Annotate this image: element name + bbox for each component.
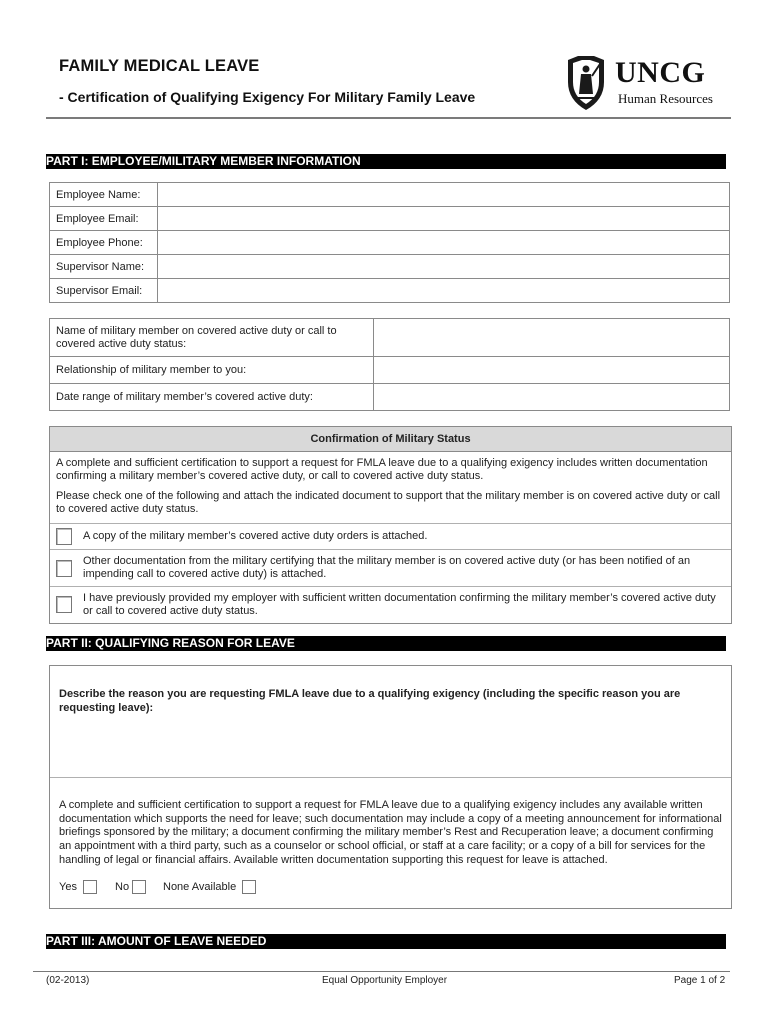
yes-label: Yes <box>59 881 77 893</box>
military-status-section <box>49 426 732 624</box>
status-paragraph-1: A complete and sufficient certification to support a request for FMLA leave due to a qualifying exigency includes written documentation confirming a military member’s covered active duty, or call to covered active duty status. <box>56 457 708 482</box>
table-row <box>50 207 730 231</box>
form-title: FAMILY MEDICAL LEAVE <box>59 57 260 75</box>
table-row <box>50 183 730 207</box>
duty-orders-checkbox[interactable] <box>56 528 72 545</box>
documentation-note: A complete and sufficient certification to support a request for FMLA leave due to a qualifying exigency includes any available written documentation which supports the need for leave; such documentation may include a copy of a meeting announcement for informational briefings sponsored by the military; a document confirming the military member’s Rest and Recuperation leave; a document confirming an appointment with a third party, such as a counselor or school official, or staff at a care facility; or a copy of a bill for services for the handling of legal or financial affairs. Available written documentation supporting this request for leave is attached. <box>59 799 722 866</box>
option-text: I have previously provided my employer with sufficient written documentation confirming the military member’s covered active duty or call to covered active duty status. <box>83 592 716 617</box>
page-number: Page 1 of 2 <box>674 975 726 986</box>
table-row <box>50 384 730 411</box>
military-info-table <box>49 318 730 411</box>
field-label: Name of military member on covered active duty or call to covered active duty status: <box>50 319 374 357</box>
option-text: Other documentation from the military certifying that the military member is on covered active duty (or has been notified of an impending call to covered active duty) is attached. <box>83 555 691 580</box>
table-row <box>50 255 730 279</box>
uncg-logo <box>564 54 734 114</box>
yes-checkbox[interactable] <box>83 880 97 894</box>
equal-opportunity-text: Equal Opportunity Employer <box>322 975 448 986</box>
table-row <box>50 319 730 357</box>
employee-name-field[interactable] <box>158 183 730 207</box>
field-label: Employee Phone: <box>50 231 158 255</box>
footer-divider <box>33 971 730 972</box>
divider <box>50 586 731 587</box>
military-member-name-field[interactable] <box>374 319 730 357</box>
employee-phone-field[interactable] <box>158 231 730 255</box>
status-paragraph-2: Please check one of the following and attach the indicated document to support that the military member is on covered active duty or call to covered active duty status. <box>56 490 721 515</box>
logo-department: Human Resources <box>618 91 713 106</box>
field-label: Date range of military member’s covered active duty: <box>50 384 374 411</box>
divider <box>50 777 731 778</box>
form-code: (02-2013) <box>46 975 90 986</box>
employee-email-field[interactable] <box>158 207 730 231</box>
table-row <box>50 279 730 303</box>
supervisor-name-field[interactable] <box>158 255 730 279</box>
form-subtitle: - Certification of Qualifying Exigency For Military Family Leave <box>59 89 476 105</box>
reason-prompt: Describe the reason you are requesting FMLA leave due to a qualifying exigency (including the specific reason you are requesting leave): <box>59 688 681 714</box>
logo-wordmark: UNCG <box>615 56 706 89</box>
table-row <box>50 231 730 255</box>
previously-provided-checkbox[interactable] <box>56 596 72 613</box>
field-label: Supervisor Email: <box>50 279 158 303</box>
none-available-checkbox[interactable] <box>242 880 256 894</box>
employee-info-table <box>49 182 730 303</box>
field-label: Employee Name: <box>50 183 158 207</box>
reason-input-area[interactable] <box>50 706 731 777</box>
none-available-label: None Available <box>163 881 237 893</box>
supervisor-email-field[interactable] <box>158 279 730 303</box>
qualifying-reason-section <box>49 665 732 909</box>
no-checkbox[interactable] <box>132 880 146 894</box>
minerva-statue-icon <box>564 54 608 112</box>
header-divider <box>46 117 731 119</box>
active-duty-date-range-field[interactable] <box>374 384 730 411</box>
other-documentation-checkbox[interactable] <box>56 560 72 577</box>
no-label: No <box>115 881 130 893</box>
divider <box>50 549 731 550</box>
relationship-field[interactable] <box>374 357 730 384</box>
part1-heading: PART I: EMPLOYEE/MILITARY MEMBER INFORMATION <box>46 154 726 169</box>
field-label: Employee Email: <box>50 207 158 231</box>
divider <box>50 523 731 524</box>
part2-heading: PART II: QUALIFYING REASON FOR LEAVE <box>46 636 726 651</box>
option-text: A copy of the military member’s covered active duty orders is attached. <box>83 530 428 542</box>
status-heading: Confirmation of Military Status <box>50 427 731 452</box>
part3-heading: PART III: AMOUNT OF LEAVE NEEDED <box>46 934 726 949</box>
field-label: Supervisor Name: <box>50 255 158 279</box>
table-row <box>50 357 730 384</box>
field-label: Relationship of military member to you: <box>50 357 374 384</box>
